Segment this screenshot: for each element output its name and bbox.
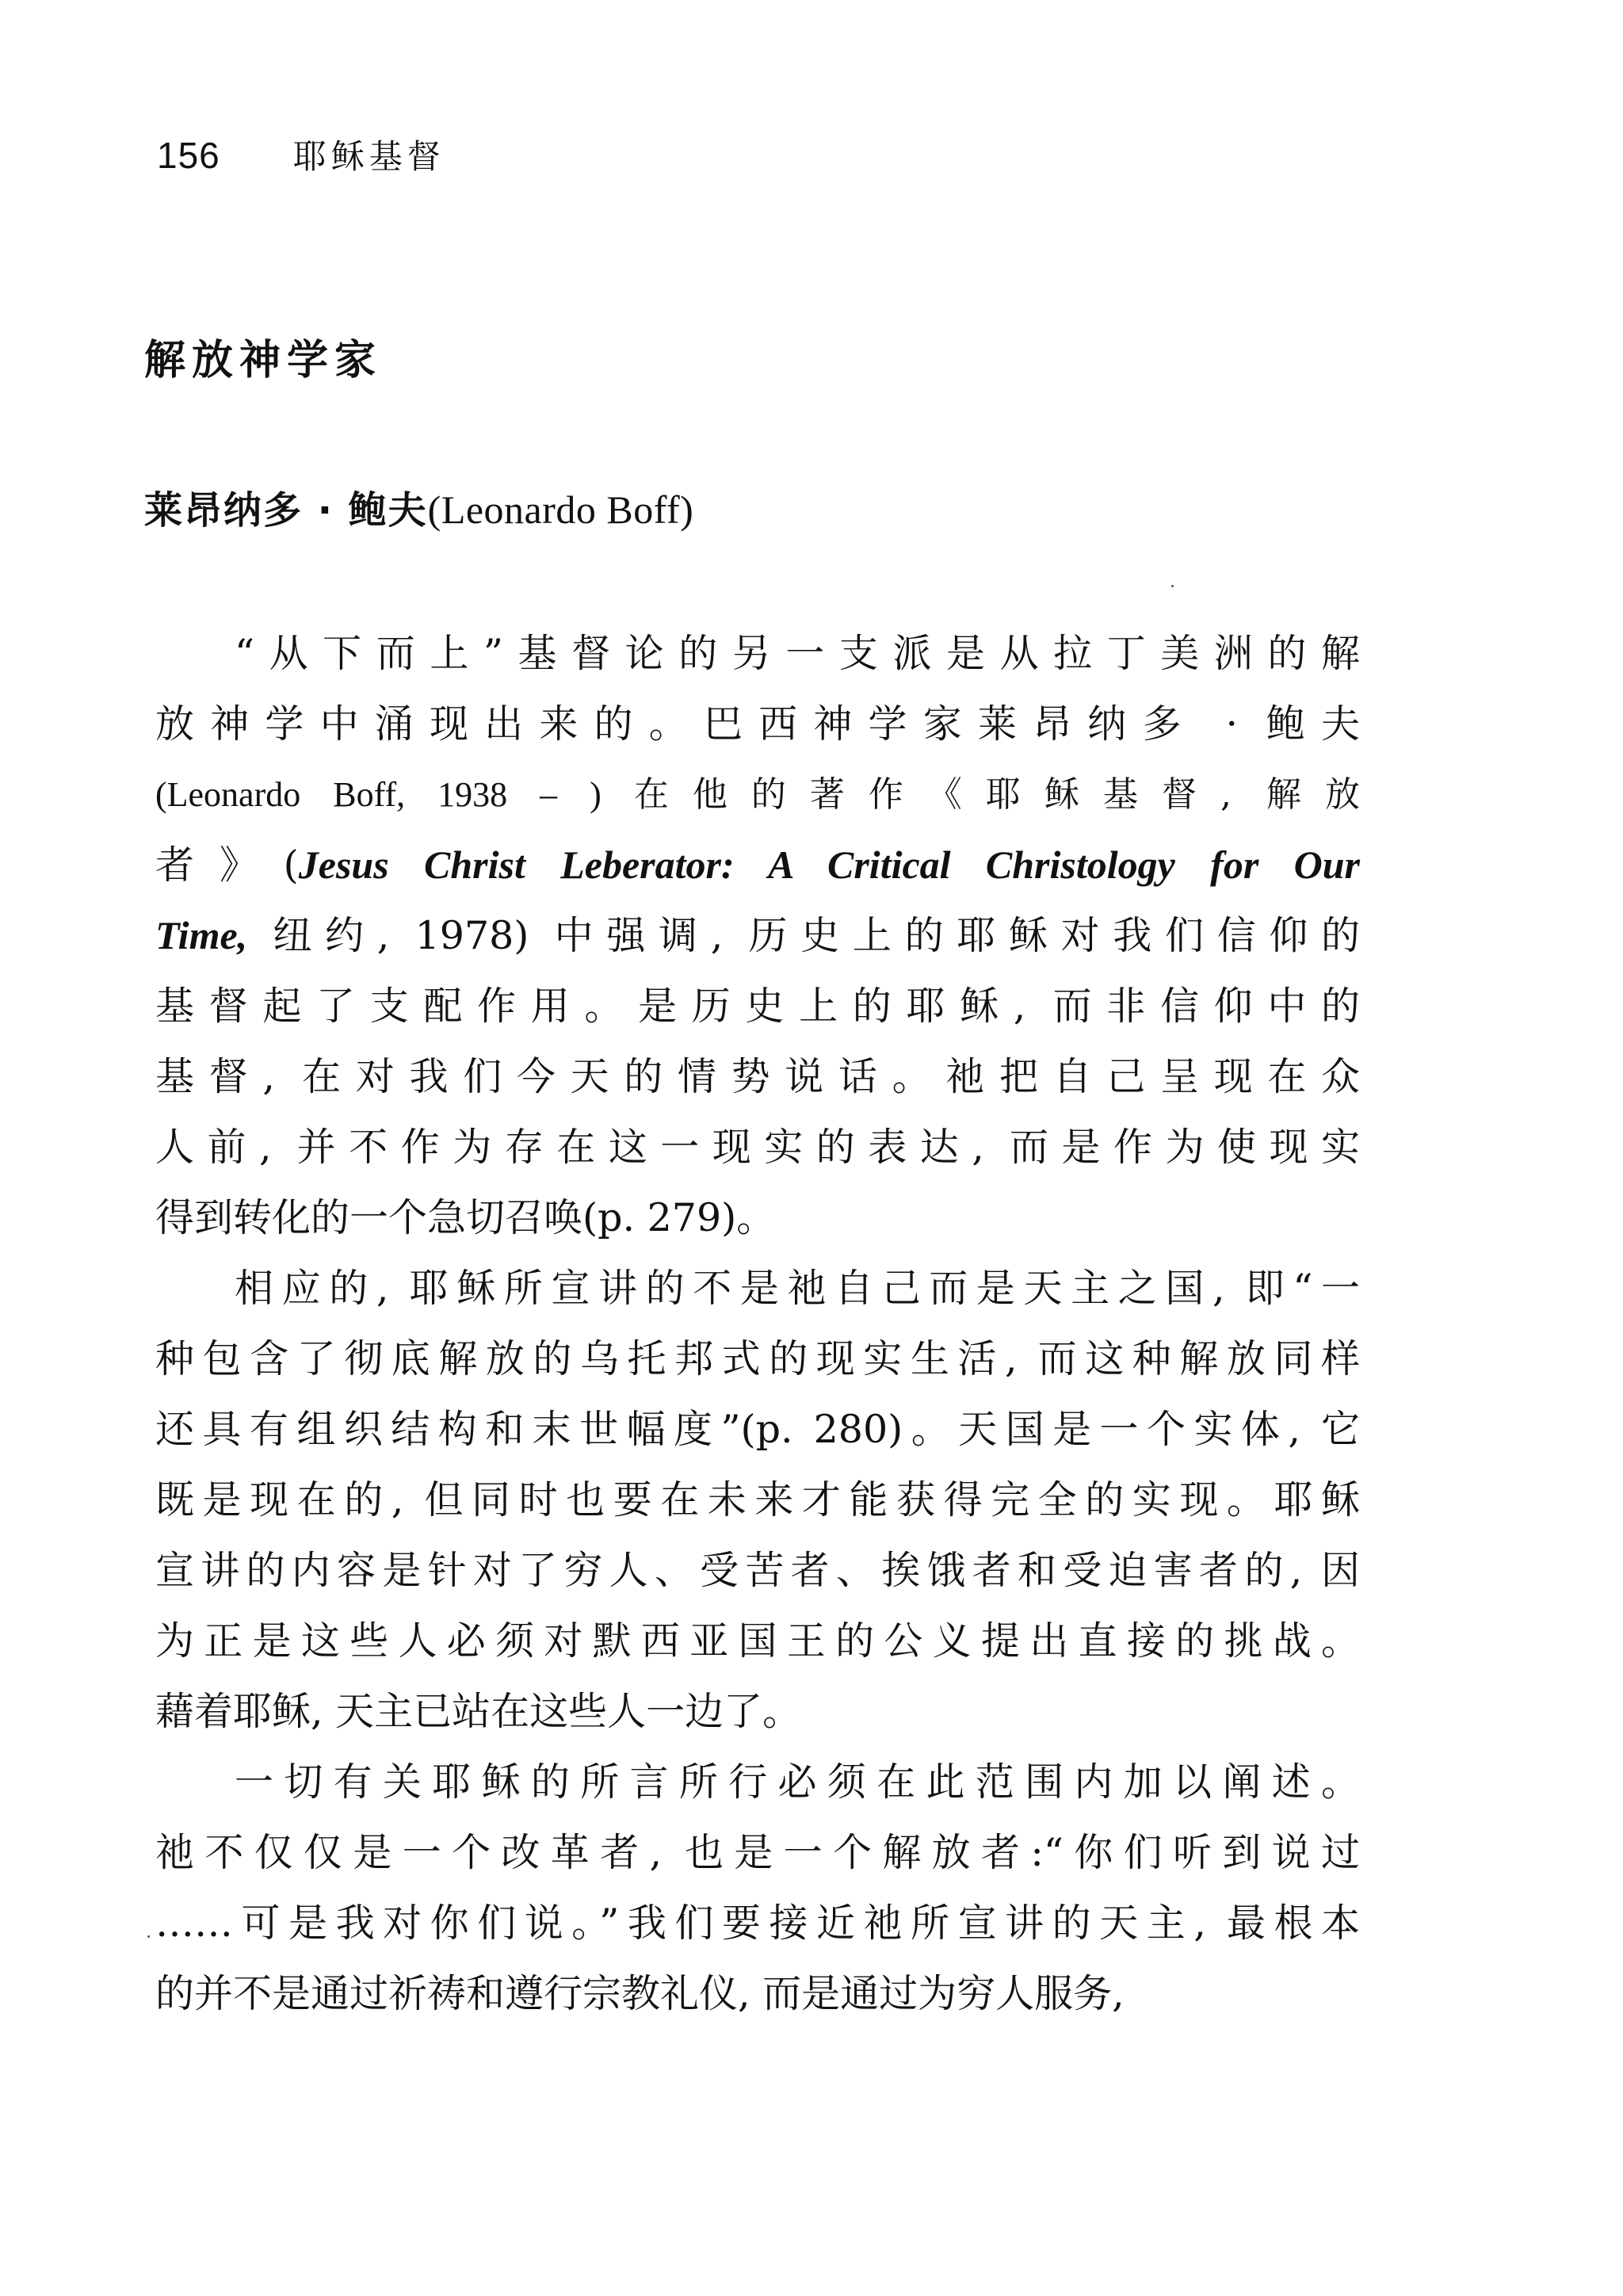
text-segment: 既是现在的, 但同时也要在未来才能获得完全的实现。耶稣: [155, 1477, 1360, 1522]
text-line: [155, 1888, 1360, 1958]
paragraph: [155, 1747, 1360, 2029]
text-segment: (Leonardo Boff, 1938 – ): [155, 775, 634, 814]
text-segment: 放神学中涌现出来的。巴西神学家莱昂纳多 · 鲍夫: [155, 701, 1360, 747]
text-line: [155, 689, 1360, 759]
text-segment: Jesus Christ Leberator: A Critical Christology for Our: [298, 842, 1360, 887]
paragraph: [155, 1253, 1360, 1747]
text-line: [155, 1324, 1360, 1394]
scan-speck: [1171, 585, 1174, 587]
page-number: 156: [157, 135, 220, 176]
subsection-name-latin: (Leonardo Boff): [427, 487, 694, 532]
text-line: [155, 1606, 1360, 1676]
text-segment: ……可是我对你们说。”我们要接近祂所宣讲的天主, 最根本: [155, 1901, 1360, 1946]
text-line: [155, 1535, 1360, 1606]
text-line: [155, 618, 1360, 689]
text-line: [155, 1394, 1360, 1465]
scan-speck: [147, 1935, 150, 1938]
text-line: [155, 900, 1360, 971]
text-segment: 一切有关耶稣的所言所行必须在此范围内加以阐述。: [235, 1759, 1360, 1805]
running-head: [157, 132, 445, 181]
text-segment: 为正是这些人必须对默西亚国王的公义提出直接的挑战。: [155, 1618, 1360, 1664]
text-line: [155, 1676, 1360, 1747]
section-heading: 解放神学家: [144, 336, 383, 384]
text-line: [155, 1041, 1360, 1112]
text-segment: 种包含了彻底解放的乌托邦式的现实生活, 而这种解放同样: [155, 1336, 1360, 1381]
text-segment: “从下而上”基督论的另一支派是从拉丁美洲的解: [235, 631, 1360, 676]
paragraph: [155, 618, 1360, 1253]
text-segment: 宣讲的内容是针对了穷人、受苦者、挨饿者和受迫害者的, 因: [155, 1548, 1360, 1593]
text-segment: 祂不仅仅是一个改革者, 也是一个解放者:“你们听到说过: [155, 1830, 1360, 1875]
text-segment: 人前, 并不作为存在这一现实的表达, 而是作为使现实: [155, 1125, 1360, 1170]
text-segment: 相应的, 耶稣所宣讲的不是祂自己而是天主之国, 即“一: [235, 1266, 1360, 1311]
text-segment: 基督起了支配作用。是历史上的耶稣, 而非信仰中的: [155, 984, 1360, 1029]
subsection-heading: [144, 482, 693, 538]
text-segment: Time,: [155, 913, 248, 957]
book-title: 耶稣基督: [292, 137, 445, 176]
text-line: [155, 1112, 1360, 1182]
text-line: [155, 971, 1360, 1041]
text-line: [155, 1958, 1360, 2029]
body-text: [155, 618, 1360, 2029]
text-line: [155, 830, 1360, 900]
text-line: [155, 1253, 1360, 1324]
text-line: [155, 1817, 1360, 1888]
text-segment: 在他的著作《耶稣基督, 解放: [633, 774, 1360, 815]
text-line: [155, 1182, 1360, 1253]
text-line: [155, 1465, 1360, 1535]
text-segment: 得到转化的一个急切召唤(p. 279)。: [155, 1195, 776, 1240]
text-segment: 还具有组织结构和末世幅度”(p. 280)。天国是一个实体, 它: [155, 1407, 1360, 1452]
subsection-name-zh: 莱昂纳多 · 鲍夫: [144, 488, 428, 533]
text-line: [155, 1747, 1360, 1817]
text-segment: 的并不是通过祈祷和遵行宗教礼仪, 而是通过为穷人服务,: [155, 1971, 1125, 2016]
text-segment: 藉着耶稣, 天主已站在这些人一边了。: [155, 1689, 802, 1734]
text-line: [155, 759, 1360, 830]
text-segment: 基督, 在对我们今天的情势说话。祂把自己呈现在众: [155, 1054, 1360, 1099]
text-segment: 者》(: [155, 842, 299, 888]
text-segment: 纽约, 1978) 中强调, 历史上的耶稣对我们信仰的: [247, 913, 1360, 958]
